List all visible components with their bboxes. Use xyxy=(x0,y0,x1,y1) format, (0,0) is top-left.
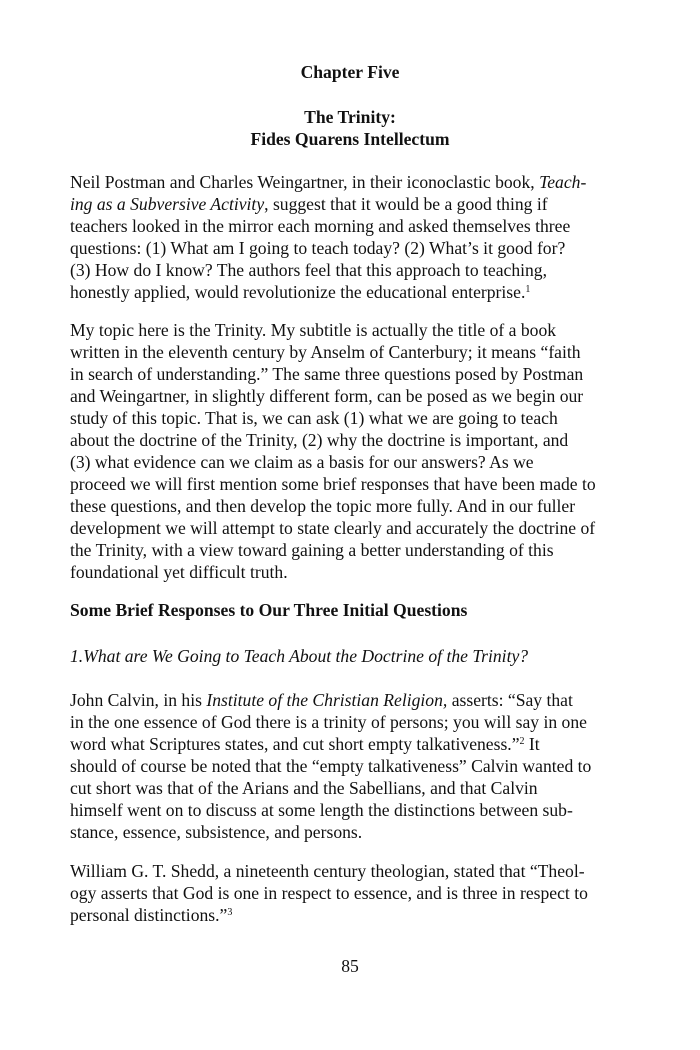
chapter-label: Chapter Five xyxy=(300,62,400,82)
text-run: , suggest that it would be a good thing if xyxy=(264,194,548,214)
chapter-title xyxy=(0,106,700,150)
paragraph-line: these questions, and then develop the topic more fully. And in our fuller xyxy=(70,496,576,516)
paragraph-line xyxy=(70,193,618,215)
paragraph-4 xyxy=(70,860,618,926)
paragraph-line: study of this topic. That is, we can ask (1) what we are going to teach xyxy=(70,408,558,428)
text-run: Neil Postman and Charles Weingartner, in their iconoclastic book, xyxy=(70,172,540,192)
paragraph-1 xyxy=(70,171,618,303)
paragraph-line: and Weingartner, in slightly different form, can be posed as we begin our xyxy=(70,386,584,406)
paragraph-line xyxy=(70,689,618,711)
paragraph-line: (3) what evidence can we claim as a basis for our answers? As we xyxy=(70,452,534,472)
book-title-italic: Teach- xyxy=(539,172,587,192)
text-run: personal distinctions.” xyxy=(70,905,228,925)
paragraph-line: written in the eleventh century by Anselm of Canterbury; it means “faith xyxy=(70,342,581,362)
paragraph-2 xyxy=(70,319,618,583)
paragraph-line xyxy=(70,733,618,755)
section-heading: Some Brief Responses to Our Three Initial Questions xyxy=(70,600,468,620)
subsection-heading: 1.What are We Going to Teach About the Doctrine of the Trinity? xyxy=(70,646,529,666)
paragraph-line: should of course be noted that the “empty talkativeness” Calvin wanted to xyxy=(70,756,592,776)
paragraph-line xyxy=(70,904,618,926)
paragraph-3 xyxy=(70,689,618,843)
paragraph-line: My topic here is the Trinity. My subtitle is actually the title of a book xyxy=(70,320,557,340)
paragraph-line xyxy=(70,171,618,193)
paragraph-line: questions: (1) What am I going to teach today? (2) What’s it good for? xyxy=(70,238,566,258)
paragraph-line: (3) How do I know? The authors feel that this approach to teaching, xyxy=(70,260,548,280)
paragraph-line: William G. T. Shedd, a nineteenth century theologian, stated that “Theol- xyxy=(70,861,585,881)
book-title-italic: ing as a Subversive Activity xyxy=(70,194,265,214)
paragraph-line: stance, essence, subsistence, and persons. xyxy=(70,822,363,842)
paragraph-line: in search of understanding.” The same three questions posed by Postman xyxy=(70,364,584,384)
chapter-title-line-1: The Trinity: xyxy=(304,107,396,127)
footnote-marker: 3 xyxy=(227,907,233,918)
text-run: John Calvin, in his xyxy=(70,690,207,710)
paragraph-line: foundational yet difficult truth. xyxy=(70,562,288,582)
footnote-marker: 2 xyxy=(519,736,525,747)
paragraph-line: teachers looked in the mirror each morning and asked themselves three xyxy=(70,216,571,236)
chapter-title-line-2: Fides Quarens Intellectum xyxy=(250,129,450,149)
paragraph-line: proceed we will first mention some brief responses that have been made to xyxy=(70,474,596,494)
footnote-marker: 1 xyxy=(525,284,531,295)
paragraph-line: the Trinity, with a view toward gaining a better understanding of this xyxy=(70,540,554,560)
page-number: 85 xyxy=(341,956,359,976)
paragraph-line: himself went on to discuss at some length the distinctions between sub- xyxy=(70,800,573,820)
text-run: It xyxy=(524,734,540,754)
paragraph-line: cut short was that of the Arians and the Sabellians, and that Calvin xyxy=(70,778,538,798)
book-title-italic: Institute of the Christian Religion, xyxy=(206,690,448,710)
paragraph-line: ogy asserts that God is one in respect to essence, and is three in respect to xyxy=(70,883,588,903)
text-run: asserts: “Say that xyxy=(447,690,573,710)
paragraph-line: development we will attempt to state clearly and accurately the doctrine of xyxy=(70,518,596,538)
paragraph-line: about the doctrine of the Trinity, (2) why the doctrine is important, and xyxy=(70,430,569,450)
text-run: honestly applied, would revolutionize the educational enterprise. xyxy=(70,282,526,302)
text-run: word what Scriptures states, and cut short empty talkativeness.” xyxy=(70,734,520,754)
paragraph-line: in the one essence of God there is a trinity of persons; you will say in one xyxy=(70,712,587,732)
paragraph-line xyxy=(70,281,618,303)
